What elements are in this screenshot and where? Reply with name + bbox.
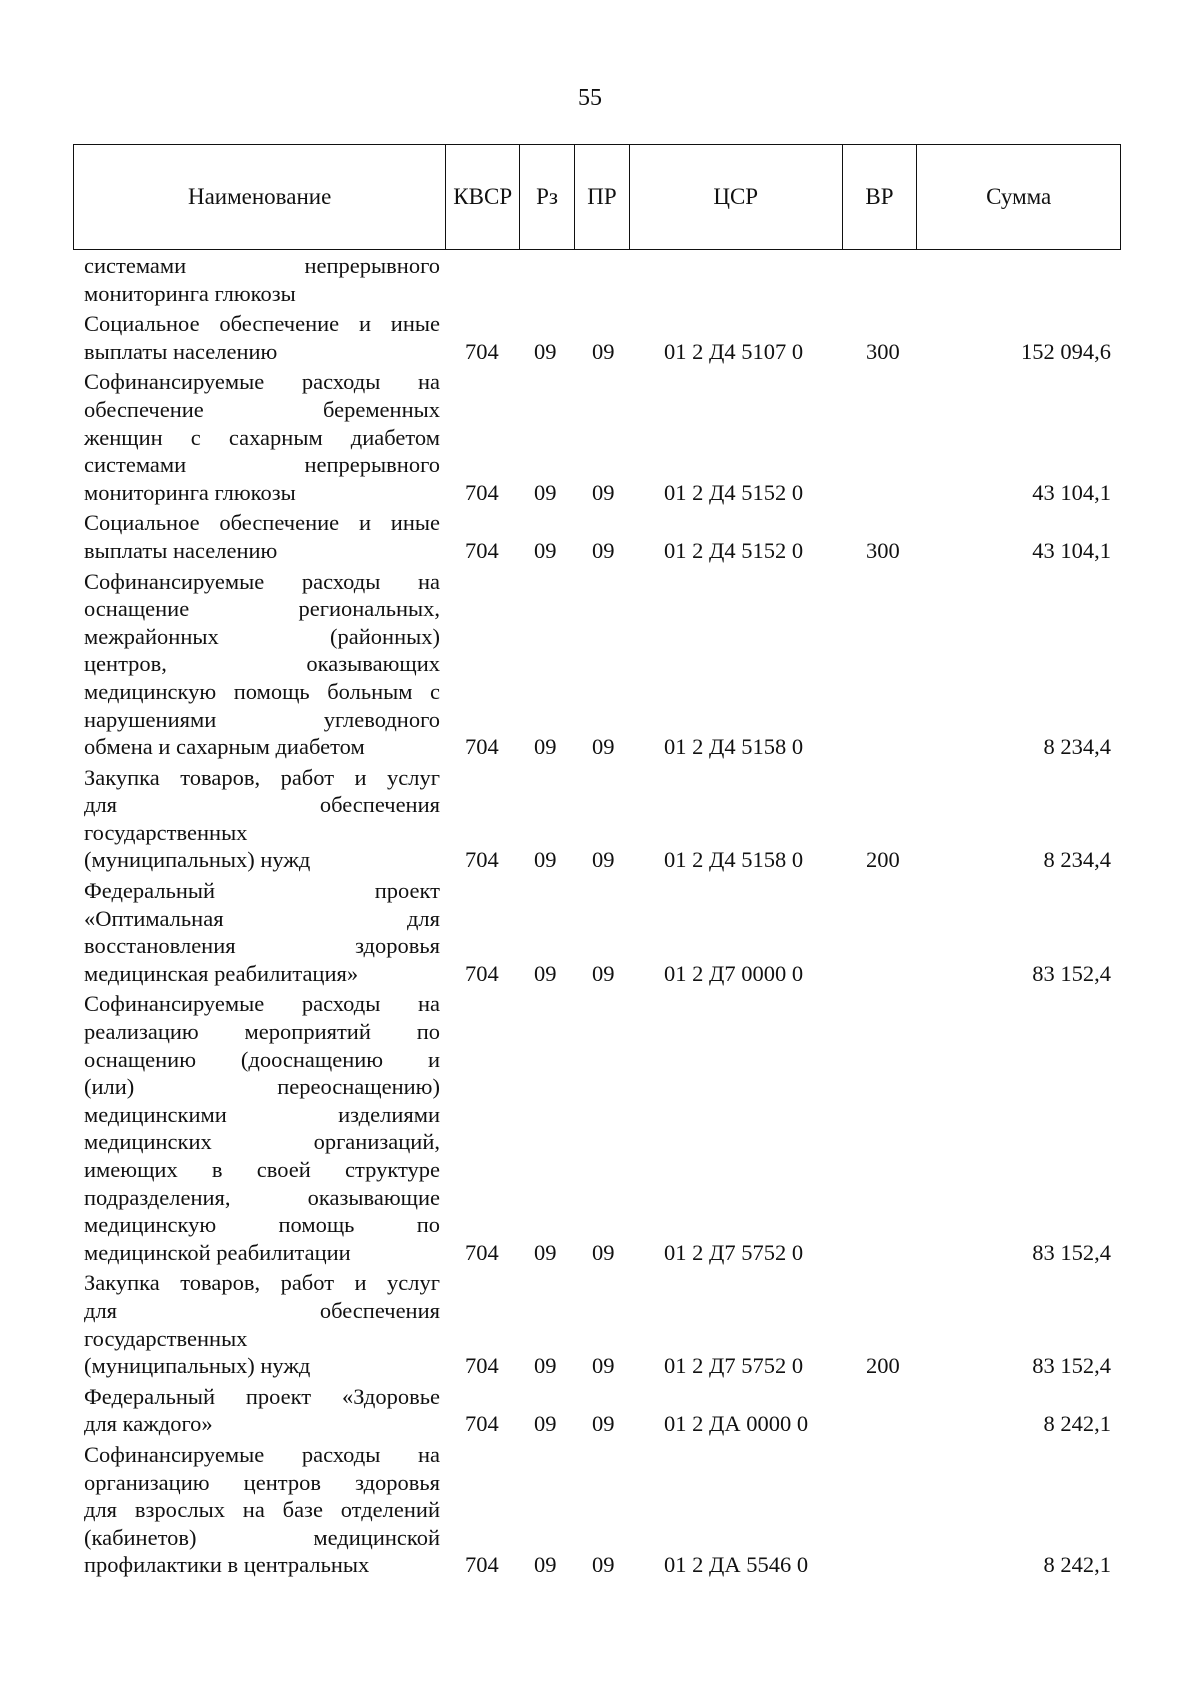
row-name-line: для взрослых на базе отделений xyxy=(84,1497,440,1523)
cell-pr: 09 xyxy=(592,734,615,760)
row-name-line: Софинансируемые расходы на xyxy=(84,369,440,395)
row-name-line: государственных xyxy=(84,819,248,845)
cell-csr: 01 2 Д4 5158 0 xyxy=(664,734,804,760)
row-name-line: женщин с сахарным диабетом xyxy=(84,424,440,450)
row-name-line: Федеральный проект xyxy=(84,878,440,904)
table-body xyxy=(0,252,1200,1582)
row-name-line: Федеральный проект «Здоровье xyxy=(84,1383,440,1409)
table-row xyxy=(0,368,1200,506)
cell-pr: 09 xyxy=(592,1552,615,1578)
cell-vr: 300 xyxy=(866,537,900,563)
row-name-line: межрайонных (районных) xyxy=(84,623,440,649)
cell-kvsr: 704 xyxy=(465,960,499,986)
cell-sum: 8 234,4 xyxy=(1043,734,1111,760)
row-name-line: Софинансируемые расходы на xyxy=(84,991,440,1017)
cell-kvsr: 704 xyxy=(465,479,499,505)
cell-csr: 01 2 Д4 5152 0 xyxy=(664,537,804,563)
cell-rz: 09 xyxy=(534,734,557,760)
row-name-line: нарушениями углеводного xyxy=(84,706,440,732)
cell-kvsr: 704 xyxy=(465,537,499,563)
row-name-line: «Оптимальная для xyxy=(84,905,440,931)
header-kvsr: КВСР xyxy=(446,145,520,249)
header-name: Наименование xyxy=(74,145,446,249)
row-name xyxy=(84,568,440,761)
cell-sum: 8 242,1 xyxy=(1043,1411,1111,1437)
page-number: 55 xyxy=(578,85,602,111)
row-name-line: медицинская реабилитация» xyxy=(84,960,359,986)
cell-kvsr: 704 xyxy=(465,734,499,760)
row-name-line: для обеспечения xyxy=(84,792,440,818)
row-name-line: имеющих в своей структуре xyxy=(84,1157,440,1182)
cell-rz: 09 xyxy=(534,1411,557,1437)
row-name xyxy=(84,990,440,1266)
row-name-line: (или) переоснащению) xyxy=(84,1074,440,1100)
row-name-line: выплаты населению xyxy=(84,338,278,364)
cell-pr: 09 xyxy=(592,1239,615,1265)
cell-pr: 09 xyxy=(592,479,615,505)
cell-sum: 83 152,4 xyxy=(1032,960,1111,986)
row-name xyxy=(84,252,440,307)
row-name-line: организацию центров здоровья xyxy=(84,1469,440,1495)
row-name-line: Софинансируемые расходы на xyxy=(84,568,440,594)
table-row xyxy=(0,252,1200,307)
row-name-line: медицинскую помощь по xyxy=(84,1212,440,1238)
row-name xyxy=(84,1441,440,1579)
row-name-line: Софинансируемые расходы на xyxy=(84,1441,440,1467)
row-name-line: мониторинга глюкозы xyxy=(84,479,296,505)
row-name-line: (кабинетов) медицинской xyxy=(84,1524,440,1550)
row-name xyxy=(84,764,440,874)
row-name-line: системами непрерывного xyxy=(84,253,440,278)
row-name-line: (муниципальных) нужд xyxy=(84,1353,311,1379)
table-row xyxy=(0,877,1200,987)
cell-sum: 152 094,6 xyxy=(1021,338,1111,364)
cell-csr: 01 2 ДА 0000 0 xyxy=(664,1411,809,1437)
header-sum: Сумма xyxy=(986,184,1052,209)
cell-kvsr: 704 xyxy=(465,1239,499,1265)
row-name xyxy=(84,368,440,506)
cell-csr: 01 2 Д4 5107 0 xyxy=(664,338,804,364)
row-name-line: Закупка товаров, работ и услуг xyxy=(84,1270,440,1296)
cell-csr: 01 2 Д4 5152 0 xyxy=(664,479,804,505)
row-name-line: государственных xyxy=(84,1325,248,1351)
cell-kvsr: 704 xyxy=(465,1411,499,1437)
row-name-line: центров, оказывающих xyxy=(84,651,440,677)
cell-rz: 09 xyxy=(534,479,557,505)
row-name-line: Закупка товаров, работ и услуг xyxy=(84,764,440,790)
cell-sum: 43 104,1 xyxy=(1032,537,1111,563)
table-row xyxy=(0,1441,1200,1579)
cell-csr: 01 2 Д4 5158 0 xyxy=(664,847,804,873)
table-row xyxy=(0,990,1200,1266)
cell-csr: 01 2 Д7 0000 0 xyxy=(664,960,804,986)
cell-sum: 83 152,4 xyxy=(1032,1353,1111,1379)
row-name-line: выплаты населению xyxy=(84,537,278,563)
cell-kvsr: 704 xyxy=(465,338,499,364)
cell-pr: 09 xyxy=(592,960,615,986)
row-name-line: реализацию мероприятий по xyxy=(84,1019,440,1045)
table-header xyxy=(73,144,1121,250)
row-name-line: медицинскими изделиями xyxy=(84,1101,440,1127)
cell-kvsr: 704 xyxy=(465,1353,499,1379)
cell-pr: 09 xyxy=(592,1353,615,1379)
header-pr: ПР xyxy=(575,145,630,249)
cell-vr: 300 xyxy=(866,338,900,364)
row-name xyxy=(84,1269,440,1379)
cell-csr: 01 2 Д7 5752 0 xyxy=(664,1353,804,1379)
cell-vr: 200 xyxy=(866,1353,900,1379)
header-csr: ЦСР xyxy=(630,145,843,249)
row-name xyxy=(84,1383,440,1438)
table-row xyxy=(0,310,1200,365)
row-name-line: оснащению (дооснащению и xyxy=(84,1046,440,1072)
row-name-line: мониторинга глюкозы xyxy=(84,280,296,306)
cell-sum: 43 104,1 xyxy=(1032,479,1111,505)
cell-pr: 09 xyxy=(592,1411,615,1437)
row-name-line: медицинских организаций, xyxy=(84,1129,440,1155)
row-name-line: системами непрерывного xyxy=(84,452,440,478)
row-name-line: Социальное обеспечение и иные xyxy=(84,510,440,536)
cell-rz: 09 xyxy=(534,1239,557,1265)
row-name-line: для каждого» xyxy=(84,1411,213,1437)
header-vr: ВР xyxy=(843,145,918,249)
row-name-line: Социальное обеспечение и иные xyxy=(84,311,440,337)
table-row xyxy=(0,509,1200,564)
row-name-line: медицинской реабилитации xyxy=(84,1239,351,1265)
row-name-line: медицинскую помощь больным с xyxy=(84,678,440,704)
cell-rz: 09 xyxy=(534,1353,557,1379)
table-row xyxy=(0,1383,1200,1438)
cell-pr: 09 xyxy=(592,847,615,873)
row-name-line: оснащение региональных, xyxy=(84,596,440,622)
cell-csr: 01 2 Д7 5752 0 xyxy=(664,1239,804,1265)
row-name xyxy=(84,310,440,365)
table-row xyxy=(0,764,1200,874)
row-name-line: для обеспечения xyxy=(84,1297,440,1323)
cell-sum: 8 234,4 xyxy=(1043,847,1111,873)
row-name xyxy=(84,509,440,564)
cell-rz: 09 xyxy=(534,338,557,364)
row-name xyxy=(84,877,440,987)
cell-rz: 09 xyxy=(534,1552,557,1578)
table-row xyxy=(0,568,1200,761)
row-name-line: восстановления здоровья xyxy=(84,933,440,959)
row-name-line: подразделения, оказывающие xyxy=(84,1184,440,1210)
cell-pr: 09 xyxy=(592,338,615,364)
row-name-line: обеспечение беременных xyxy=(84,396,440,422)
cell-kvsr: 704 xyxy=(465,847,499,873)
row-name-line: профилактики в центральных xyxy=(84,1552,370,1578)
cell-sum: 8 242,1 xyxy=(1043,1552,1111,1578)
header-rz: Рз xyxy=(520,145,575,249)
cell-csr: 01 2 ДА 5546 0 xyxy=(664,1552,809,1578)
cell-rz: 09 xyxy=(534,960,557,986)
row-name-line: обмена и сахарным диабетом xyxy=(84,734,365,760)
row-name-line: (муниципальных) нужд xyxy=(84,847,311,873)
table-row xyxy=(0,1269,1200,1379)
row-gap xyxy=(0,1579,1200,1582)
cell-rz: 09 xyxy=(534,537,557,563)
cell-sum: 83 152,4 xyxy=(1032,1239,1111,1265)
cell-kvsr: 704 xyxy=(465,1552,499,1578)
cell-vr: 200 xyxy=(866,847,900,873)
cell-rz: 09 xyxy=(534,847,557,873)
cell-pr: 09 xyxy=(592,537,615,563)
